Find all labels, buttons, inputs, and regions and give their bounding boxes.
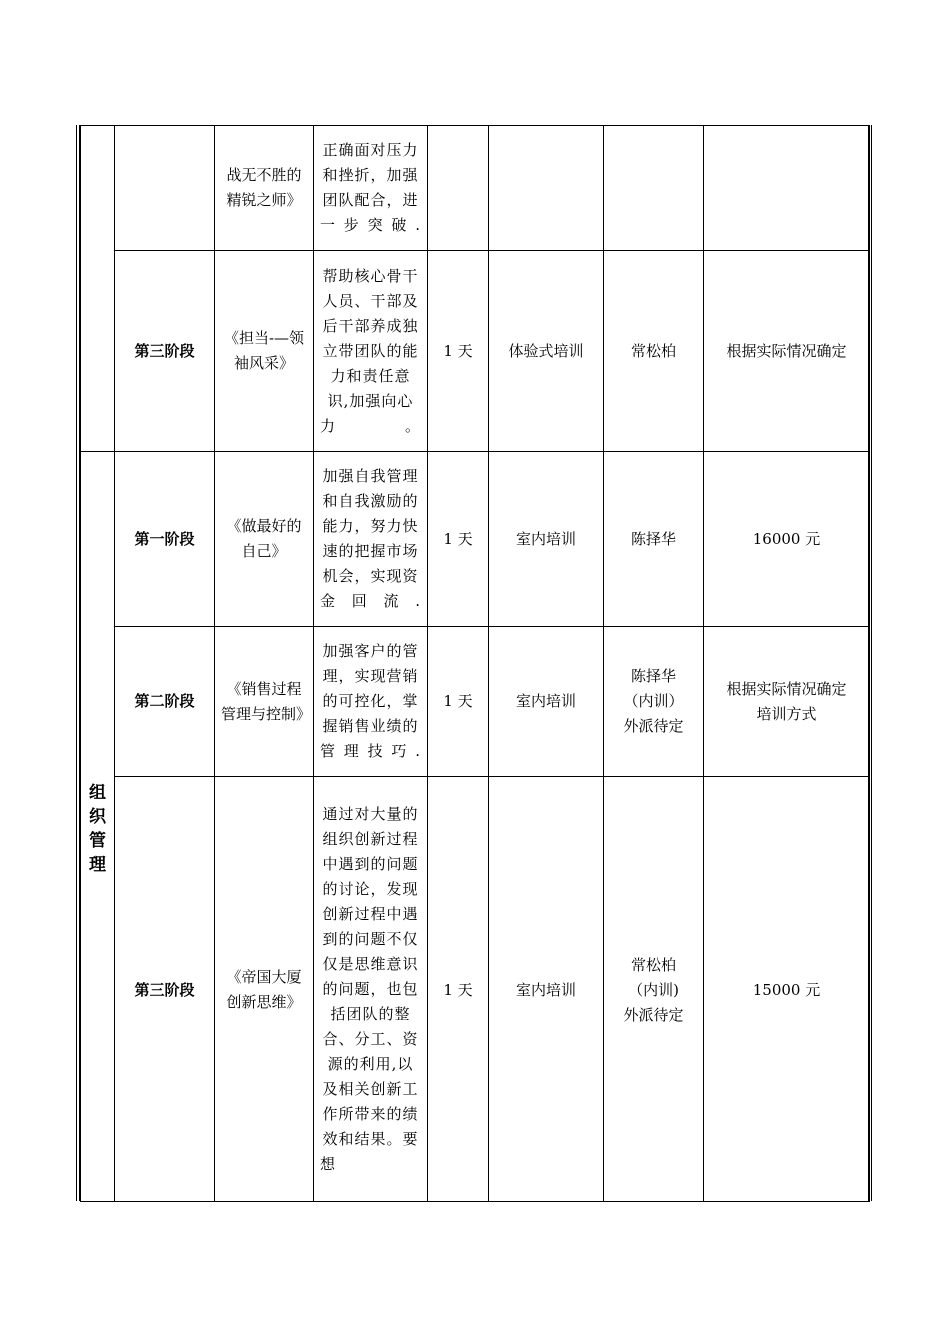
stage-cell: 第三阶段 bbox=[115, 251, 215, 452]
stage-cell bbox=[115, 126, 215, 251]
category-cell-top bbox=[81, 126, 115, 452]
training-plan-table bbox=[80, 125, 870, 1202]
description-cell: 正确面对压力和挫折，加强团队配合，进一步突破. bbox=[314, 126, 428, 251]
duration-cell bbox=[428, 126, 489, 251]
method-cell: 体验式培训 bbox=[489, 251, 604, 452]
duration-cell: 1 天 bbox=[428, 251, 489, 452]
trainer-line: 陈择华 bbox=[630, 667, 676, 685]
trainer-cell: 陈择华 bbox=[604, 452, 704, 627]
duration-cell: 1 天 bbox=[428, 777, 489, 1202]
category-cell-org bbox=[81, 452, 115, 1202]
course-cell: 战无不胜的精锐之师》 bbox=[215, 126, 314, 251]
table-row bbox=[81, 251, 870, 452]
cost-cell: 15000 元 bbox=[704, 777, 870, 1202]
trainer-cell bbox=[604, 627, 704, 777]
trainer-line: 外派待定 bbox=[623, 717, 684, 735]
trainer-line: （内训） bbox=[623, 692, 684, 710]
category-label: 组织管理 bbox=[89, 782, 106, 875]
cost-cell bbox=[704, 627, 870, 777]
course-cell: 《帝国大厦创新思维》 bbox=[215, 777, 314, 1202]
method-cell: 室内培训 bbox=[489, 452, 604, 627]
trainer-line: 常松柏 bbox=[630, 955, 676, 974]
table-row bbox=[81, 126, 870, 251]
cost-line: 培训方式 bbox=[756, 704, 817, 723]
stage-cell: 第二阶段 bbox=[115, 627, 215, 777]
description-cell: 加强客户的管理，实现营销的可控化，掌握销售业绩的管理技巧. bbox=[314, 627, 428, 777]
cost-cell: 16000 元 bbox=[704, 452, 870, 627]
method-cell: 室内培训 bbox=[489, 777, 604, 1202]
description-cell: 加强自我管理和自我激励的能力，努力快速的把握市场机会，实现资金回流. bbox=[314, 452, 428, 627]
duration-cell: 1 天 bbox=[428, 627, 489, 777]
table-row bbox=[81, 452, 870, 627]
course-cell: 《销售过程管理与控制》 bbox=[215, 627, 314, 777]
trainer-cell: 常松柏 bbox=[604, 251, 704, 452]
description-cell: 通过对大量的组织创新过程中遇到的问题的讨论，发现创新过程中遇到的问题不仅仅是思维意识的问题，也包括团队的整合、分工、资源的利用,以及相关创新工作所带来的绩效和结果。要想 bbox=[314, 777, 428, 1202]
course-cell: 《担当-—领袖风采》 bbox=[215, 251, 314, 452]
table-row bbox=[81, 627, 870, 777]
stage-cell: 第一阶段 bbox=[115, 452, 215, 627]
method-cell: 室内培训 bbox=[489, 627, 604, 777]
duration-cell: 1 天 bbox=[428, 452, 489, 627]
table-row bbox=[81, 777, 870, 1202]
cost-cell: 根据实际情况确定 bbox=[704, 251, 870, 452]
cost-line: 根据实际情况确定 bbox=[726, 679, 847, 698]
trainer-line: 外派待定 bbox=[623, 1005, 684, 1024]
stage-cell: 第三阶段 bbox=[115, 777, 215, 1202]
trainer-cell bbox=[604, 777, 704, 1202]
method-cell bbox=[489, 126, 604, 251]
trainer-cell bbox=[604, 126, 704, 251]
trainer-line: （内训) bbox=[628, 980, 679, 999]
course-cell: 《做最好的自己》 bbox=[215, 452, 314, 627]
cost-cell bbox=[704, 126, 870, 251]
description-cell: 帮助核心骨干人员、干部及后干部养成独立带团队的能力和责任意识,加强向心力。 bbox=[314, 251, 428, 452]
